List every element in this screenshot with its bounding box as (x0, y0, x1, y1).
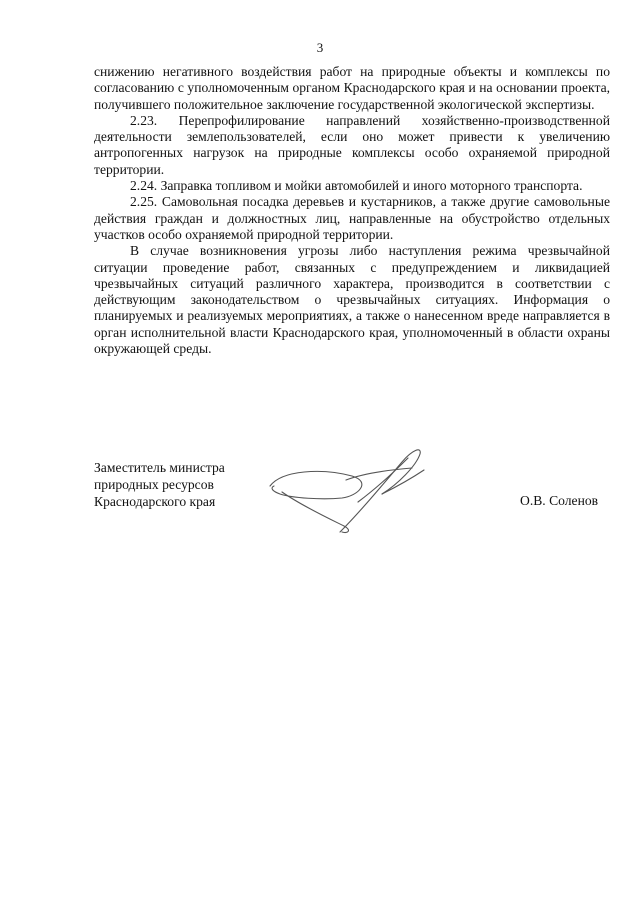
paragraph-continuation: снижению негативного воздействия работ на природные объекты и комплексы по согласованию с уполномоченным органом Краснодарского края и на основании проекта, получившего положительное заключение государственной экологической экспертизы. (94, 64, 610, 112)
handwritten-signature (262, 440, 442, 550)
signer-name: О.В. Соленов (520, 493, 599, 508)
page-number: 3 (316, 40, 324, 55)
paragraph-2-25: 2.25. Самовольная посадка деревьев и кустарников, а также другие самовольные действия граждан и должностных лиц, направленные на обустройство отдельных участков особо охраняемой природной территории. (94, 194, 610, 242)
paragraph-2-24: 2.24. Заправка топливом и мойки автомобилей и иного моторного транспорта. (130, 178, 583, 194)
document-body (94, 64, 610, 357)
signer-position (94, 459, 225, 510)
paragraph-2-23: 2.23. Перепрофилирование направлений хозяйственно-производственной деятельности землепользователей, если оно может привести к увеличению антропогенных нагрузок на природные комплексы особо охраняемой природной территории. (94, 112, 610, 177)
signer-position-line: природных ресурсов (94, 477, 214, 492)
paragraph-emergency: В случае возникновения угрозы либо наступления режима чрезвычайной ситуации проведение работ, связанных с предупреждением и ликвидацией чрезвычайных ситуаций различного характера, производится в соответствии с действующим законодательством о чрезвычайных ситуациях. Информация о планируемых и реализуемых мероприятиях, а также о нанесенном вреде направляется в орган исполнительной власти Краснодарского края, уполномоченный в области охраны окружающей среды. (94, 243, 610, 357)
signer-position-line: Краснодарского края (94, 494, 216, 509)
signer-position-line: Заместитель министра (94, 460, 225, 475)
